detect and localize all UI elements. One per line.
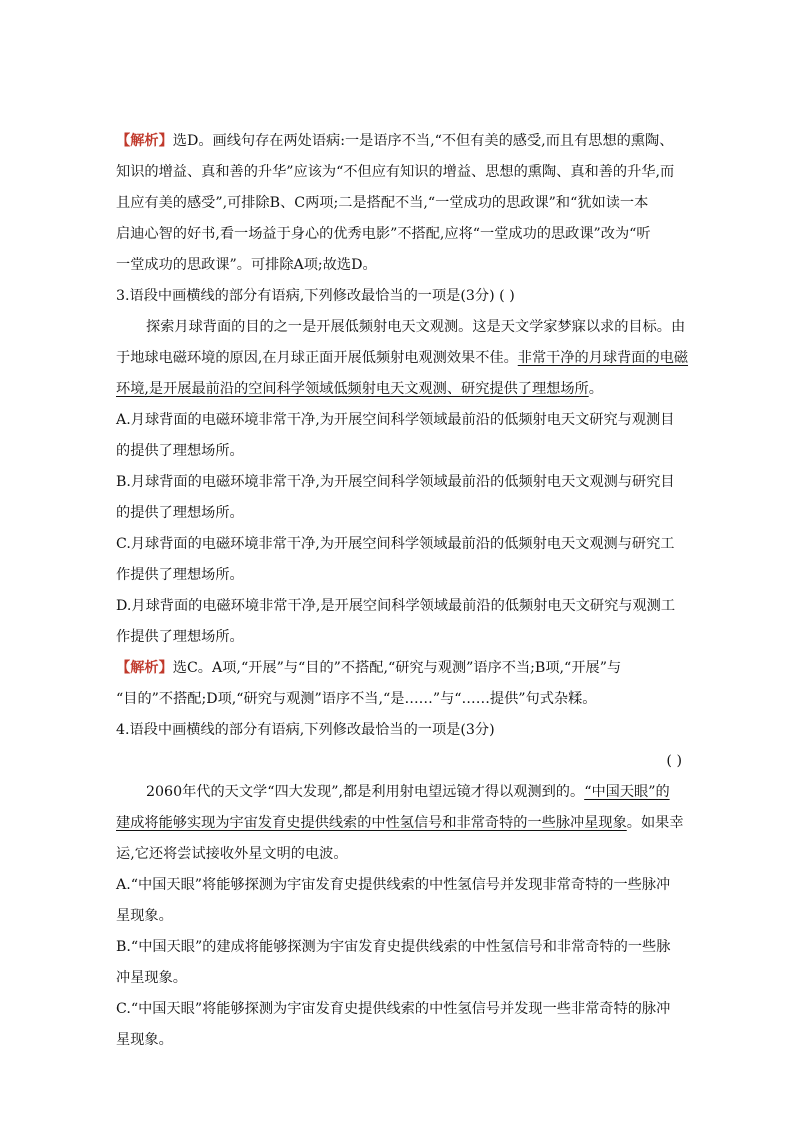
- question-3-option-a-line-2: 的提供了理想场所。: [116, 443, 244, 459]
- analysis-2-line-2: “目的”不搭配;D项,“研究与观测”语序不当,“是……”与“……提供”句式杂糅。: [116, 691, 597, 707]
- question-3-passage-line-3: 环境,是开展最前沿的空间科学领域低频射电天文观测、研究提供了理想场所。: [116, 381, 603, 397]
- question-4-passage-line-3: 运,它还将尝试接收外星文明的电波。: [116, 846, 348, 862]
- underlined-sentence: “中国天眼”的: [584, 784, 670, 800]
- question-4-option-c-line-1: C.“中国天眼”将能够探测为宇宙发育史提供线索的中性氢信号并发现一些非常奇特的脉冲: [116, 1001, 671, 1017]
- question-4: [116, 715, 682, 1056]
- question-3-passage-line-2: 于地球电磁环境的原因,在月球正面开展低频射电观测效果不佳。非常干净的月球背面的电磁: [116, 350, 689, 366]
- question-4-answer-paren: ( ): [666, 753, 682, 769]
- document-body: [116, 126, 689, 1056]
- underlined-sentence: 环境,是开展最前沿的空间科学领域低频射电天文观测、研究提供了理想场所: [116, 381, 589, 397]
- question-3-option-d-line-2: 作提供了理想场所。: [116, 629, 244, 645]
- question-4-option-b-line-2: 冲星现象。: [116, 970, 187, 986]
- question-3: [116, 281, 689, 653]
- question-3-option-c-line-1: C.月球背面的电磁环境非常干净,为开展空间科学领域最前沿的低频射电天文观测与研究工: [116, 536, 675, 552]
- question-3-option-d-line-1: D.月球背面的电磁环境非常干净,是开展空间科学领域最前沿的低频射电天文研究与观测工: [116, 598, 676, 614]
- question-4-passage-line-2: 建成将能够实现为宇宙发育史提供线索的中性氢信号和非常奇特的一些脉冲星现象。如果幸: [116, 815, 684, 831]
- analysis-1-line-3: 且应有美的感受”,可排除B、C两项;二是搭配不当,“一堂成功的思政课”和“犹如读一本: [116, 195, 649, 211]
- question-3-stem: 3.语段中画横线的部分有语病,下列修改最恰当的一项是(3分) ( ): [116, 288, 515, 304]
- question-4-option-c-line-2: 星现象。: [116, 1032, 173, 1048]
- question-3-option-b-line-2: 的提供了理想场所。: [116, 505, 244, 521]
- analysis-1-line-2: 知识的增益、真和善的升华”应该为“不但应有知识的增益、思想的熏陶、真和善的升华,而: [116, 164, 675, 180]
- question-4-passage-line-1: 2060年代的天文学“四大发现”,都是利用射电望远镜才得以观测到的。“中国天眼”的: [146, 784, 670, 800]
- question-4-option-a-line-2: 星现象。: [116, 908, 173, 924]
- question-3-option-c-line-2: 作提供了理想场所。: [116, 567, 244, 583]
- analysis-tag: 【解析】: [116, 660, 173, 676]
- analysis-1-line-1: 【解析】选D。画线句存在两处语病:一是语序不当,“不但有美的感受,而且有思想的熏陶、: [116, 133, 674, 149]
- analysis-1: [116, 126, 682, 281]
- question-4-option-b-line-1: B.“中国天眼”的建成将能够探测为宇宙发育史提供线索的中性氢信号和非常奇特的一些脉: [116, 939, 671, 955]
- question-3-passage-line-1: 探索月球背面的目的之一是开展低频射电天文观测。这是天文学家梦寐以求的目标。由: [146, 319, 686, 335]
- analysis-1-line-4: 启迪心智的好书,看一场益于身心的优秀电影”不搭配,应将“一堂成功的思政课”改为“听: [116, 226, 651, 242]
- question-3-option-b-line-1: B.月球背面的电磁环境非常干净,为开展空间科学领域最前沿的低频射电天文观测与研究目: [116, 474, 675, 490]
- analysis-2: [116, 653, 682, 715]
- question-3-option-a-line-1: A.月球背面的电磁环境非常干净,为开展空间科学领域最前沿的低频射电天文研究与观测目: [116, 412, 675, 428]
- analysis-2-line-1: 【解析】选C。A项,“开展”与“目的”不搭配,“研究与观测”语序不当;B项,“开展”与: [116, 660, 622, 676]
- analysis-tag: 【解析】: [116, 133, 173, 149]
- analysis-1-line-5: 一堂成功的思政课”。可排除A项;故选D。: [116, 257, 377, 273]
- underlined-sentence: 非常干净的月球背面的电磁: [517, 350, 689, 366]
- underlined-sentence: 建成将能够实现为宇宙发育史提供线索的中性氢信号和非常奇特的一些脉冲星现象: [116, 815, 627, 831]
- question-4-option-a-line-1: A.“中国天眼”将能够探测为宇宙发育史提供线索的中性氢信号并发现非常奇特的一些脉冲: [116, 877, 671, 893]
- question-4-stem: 4.语段中画横线的部分有语病,下列修改最恰当的一项是(3分): [116, 722, 495, 738]
